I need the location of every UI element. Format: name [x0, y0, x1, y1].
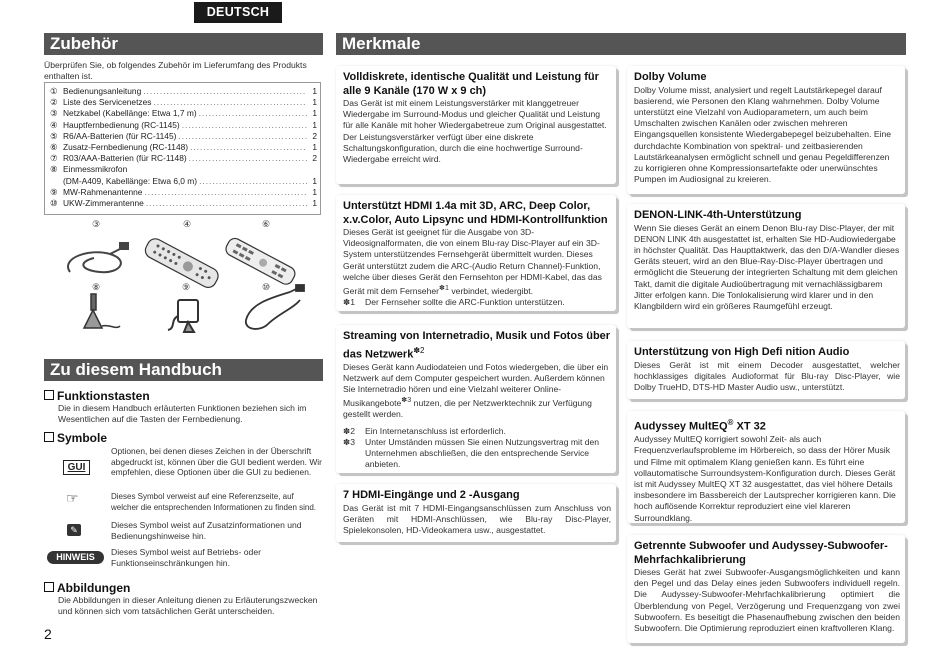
- footnote-mark: ✽1: [439, 284, 449, 293]
- feature-body: Dieses Gerät ist mit einem Decoder ausgestattet, welcher hochklassiges digitales Audioformat für Blu-ray Disc-Player, wie Dolby TrueHD, DTS-HD Master Audio usw., unterstützt.: [634, 359, 900, 392]
- feature-title: Unterstützt HDMI 1.4a mit 3D, ARC, Deep Color, x.v.Color, Auto Lipsync und HDMI-Kontrollfunktion: [343, 200, 608, 226]
- feature-body: Dieses Gerät kann Audiodateien und Fotos wiedergeben, die über ein Netzwerk auf dem Computer gespeichert wurden. Außerdem können Sie Internetradio hören und eine Vielzahl weiterer Online-Musikangebote$^{✽3}$ nutzen, die per Netzwerktechnik zur Verfügung gestellt werden.: [343, 361, 609, 420]
- feature-title: Getrennte Subwoofer und Audyssey-Subwoofer-Mehrfachkalibrierung: [634, 540, 888, 566]
- gui-text: Optionen, bei denen dieses Zeichen in der Überschrift abgedruckt ist, können über die GUI bedient werden. Wir empfehlen, diese Optionen über die GUI zu bedienen.: [111, 446, 322, 478]
- feature-title: Streaming von Internetradio, Musik und Fotos über das Netzwerk$^{✽2}$: [343, 330, 611, 361]
- page-number: 2: [44, 626, 52, 642]
- accessory-list: [44, 82, 321, 215]
- list-item: ⑤ R6/AA-Batterien (für RC-1145) ..... 2: [50, 131, 317, 142]
- section-title-zubehoer: Zubehör: [44, 33, 323, 55]
- fm-antenna-icon: [246, 285, 304, 329]
- feature-body: Das Gerät ist mit einem Leistungsverstärker mit klanggetreuer Wiedergabe im Surround-Modus und gleicher Qualität und Leistung für alle Kanäle mit hoher Wiedergabetreue zum Original ausgestattet. Der Leistungsverstärker verfügt über eine diskrete Schaltungskonfiguration, durch die eine hochwertige Surround-Wiedergabe erreicht wird.: [343, 98, 607, 165]
- image-label: ⑧: [92, 282, 101, 292]
- feature-card-subwoofer: [627, 535, 905, 643]
- accessory-illustrations: [60, 228, 330, 340]
- feature-body: Wenn Sie dieses Gerät an einem Denon Blu-ray Disc-Player, der mit DENON LINK 4th ausgestattet ist, erhalten Sie HD-Audiowiedergabe in höchster Qualität. Das Haupttaktwerk, das den D/A-Wandler dieses Geräts steuert, wird an den Blue-Ray-Disc-Player übertragen und ermöglicht die Steuerung der integrierten Schaltung mit dem gleichen Takt, damit die digitale Audioübertragung mit vernachlässigbarem Jitter erfolgen kann. Die Tonlokalisierung wird klarer und in den Klangbildern wird ein größeres Raumgefühl erzeugt.: [634, 222, 900, 311]
- checkbox-icon: [44, 432, 54, 442]
- feature-body: Das Gerät ist mit 7 HDMI-Eingangsanschlüssen zum Anschluss von Geräten mit HDMI-Anschlüssen, wie Blu-ray Disc-Player, Spielekonsolen, HD-Videokamera usw., ausgestattet.: [343, 502, 611, 535]
- feature-card-hdmi: [336, 195, 616, 311]
- feature-title: 7 HDMI-Eingänge und 2 -Ausgang: [343, 489, 520, 501]
- feature-body: Dieses Gerät ist geeignet für die Ausgabe von 3D-Videosignalformaten, die von einem Blu-ray Disc-Player auf ein 3D-System unterstützendes Fernsehgerät übermittelt wurden. Dieses Gerät unterstützt zudem die ARC-(Audio Return Channel)-Funktion, welche über dieses Gerät den Fernsehton per HDMI-Kabel, das das Gerät mit dem Fernseher$^{✽1}$ verbindet, wiedergibt.: [343, 227, 602, 296]
- list-item: ③ Netzkabel (Kabellänge: Etwa 1,7 m) ..... 1: [50, 108, 317, 119]
- list-item: (DM-A409, Kabellänge: Etwa 6,0 m) ..... 1: [50, 176, 317, 187]
- feature-card-audyssey: [627, 411, 905, 523]
- list-item: ② Liste des Servicenetzes ..... 1: [50, 97, 317, 108]
- feature-title: Volldiskrete, identische Qualität und Leistung für alle 9 Kanäle (170 W x 9 ch): [343, 71, 599, 97]
- abbildungen-text: Die Abbildungen in dieser Anleitung dienen zu Erläuterungszwecken und können sich vom tatsächlichen Gerät unterscheiden.: [58, 595, 318, 617]
- checkbox-icon: [44, 582, 54, 592]
- feature-title: DENON-LINK-4th-Unterstützung: [634, 209, 802, 221]
- image-label: ③: [92, 219, 101, 229]
- feature-title: Unterstützung von High Defi nition Audio: [634, 346, 850, 358]
- pointing-hand-icon: ☞: [66, 490, 79, 506]
- language-tab: DEUTSCH: [194, 2, 282, 23]
- gui-icon: GUI: [63, 460, 90, 475]
- subsection-symbole: Symbole: [44, 431, 107, 445]
- section-title-handbuch: Zu diesem Handbuch: [44, 359, 323, 381]
- subsection-funktionstasten: Funktionstasten: [44, 389, 150, 403]
- footnote: ✽2 Ein Internetanschluss ist erforderlich.: [343, 425, 506, 436]
- funktionstasten-text: Die in diesem Handbuch erläuterten Funktionen beziehen sich im Wesentlichen auf die Tasten der Fernbedienung.: [58, 403, 307, 425]
- feature-card-hd-audio: [627, 341, 905, 399]
- note-text: Dieses Symbol weist auf Zusatzinformationen und Bedienungshinweise hin.: [111, 520, 302, 541]
- image-label: ⑨: [182, 282, 191, 292]
- checkbox-icon: [44, 390, 54, 400]
- feature-title: Dolby Volume: [634, 71, 707, 83]
- feature-card-discrete: [336, 66, 616, 184]
- feature-card-dolby-volume: [627, 66, 905, 194]
- footnote: ✽1 Der Fernseher sollte die ARC-Funktion unterstützen.: [343, 297, 565, 308]
- image-label: ⑩: [262, 282, 271, 292]
- feature-card-streaming: [336, 325, 616, 473]
- list-item: ⑨ MW-Rahmenantenne ..... 1: [50, 187, 317, 198]
- list-item: ⑩ UKW-Zimmerantenne ..... 1: [50, 198, 317, 209]
- reference-text: Dieses Symbol verweist auf eine Referenzseite, auf welcher die entsprechenden Informationen zu finden sind.: [111, 492, 317, 512]
- zubehoer-intro: Überprüfen Sie, ob folgendes Zubehör im Lieferumfang des Produkts enthalten ist.: [44, 60, 307, 82]
- section-title-merkmale: Merkmale: [336, 33, 906, 55]
- list-item: ⑧ Einmessmikrofon: [50, 164, 128, 175]
- list-item: ⑥ Zusatz-Fernbedienung (RC-1148) ..... 1: [50, 142, 317, 153]
- feature-title: Audyssey MultEQ® XT 32: [634, 418, 766, 433]
- list-item: ⑦ R03/AAA-Batterien (für RC-1148) ..... 2: [50, 153, 317, 164]
- list-item: ① Bedienungsanleitung ..... 1: [50, 86, 317, 97]
- hinweis-badge: HINWEIS: [47, 551, 104, 564]
- feature-body: Audyssey MultEQ korrigiert sowohl Zeit- als auch Frequenzverlaufsprobleme im Hörbereich, so dass der Hörer Musik und Filme mit optimalem Klang genießen kann. Es führt eine vollautomatische Surroundsystem-Konfiguration durch. Dieses Gerät ist mit Audyssey MultEQ XT 32 ausgestattet, das viel höhere Details insbesondere im Bassbereich der Lautsprecher korrigieren kann. Die hoch auflösende Korrektur reproduziert eine viel klareren Surroundklang.: [634, 434, 896, 523]
- feature-body: Dolby Volume misst, analysiert und regelt Lautstärkepegel darauf basierend, wie Personen den Klang wahrnehmen. Dolby Volume unterstützt eine Vielzahl von Audioparametern, um auch beim Umschalten zwischen Kanälen oder zwischen mehreren Eingangsquellen konsistente Wiedergabepegel beizubehalten. Eine durchdachte Kombination von spektral- und zeitbasierenden Lautstärkeanalysen ermöglicht schnell und genau Pegeldifferenzen zu korrigieren ohne Kompressionsartefakte oder unerwünschtes Pumpen im Audiosignal zu kreieren.: [634, 84, 892, 185]
- feature-card-denon-link: [627, 204, 905, 328]
- sub-remote-icon: [224, 236, 298, 287]
- image-label: ④: [183, 219, 192, 229]
- subsection-abbildungen: Abbildungen: [44, 581, 130, 595]
- note-icon: ✎: [67, 524, 81, 536]
- main-remote-icon: [143, 236, 221, 290]
- image-label: ⑥: [262, 219, 271, 229]
- microphone-icon: [84, 294, 120, 328]
- footnote: ✽3 Unter Umständen müssen Sie einen Nutzungsvertrag mit den Unternehmen abschließen, die den entsprechende Service anbieten.: [343, 436, 600, 470]
- feature-body: Dieses Gerät hat zwei Subwoofer-Ausgangsmöglichkeiten und kann den Pegel und das Delay eines jeden Subwoofers individuell regeln. Die Audyssey-Subwoofer-Mehrfachkalibrierung optimiert die Überblendung von Pegel, Verzögerung und Frequenzgang von zwei Subwoofern. Es beseitigt die Phasenaufhebung zwischen den beiden Subwoofern. Die Optimierung reproduziert einen kraftvolleren Klang.: [634, 567, 900, 634]
- feature-card-hdmi-inputs: [336, 484, 616, 542]
- power-cord-icon: [68, 243, 128, 272]
- list-item: ④ Hauptfernbedienung (RC-1145) ..... 1: [50, 120, 317, 131]
- hinweis-text: Dieses Symbol weist auf Betriebs- oder Funktionseinschränkungen hin.: [111, 547, 261, 568]
- am-antenna-icon: [168, 300, 198, 332]
